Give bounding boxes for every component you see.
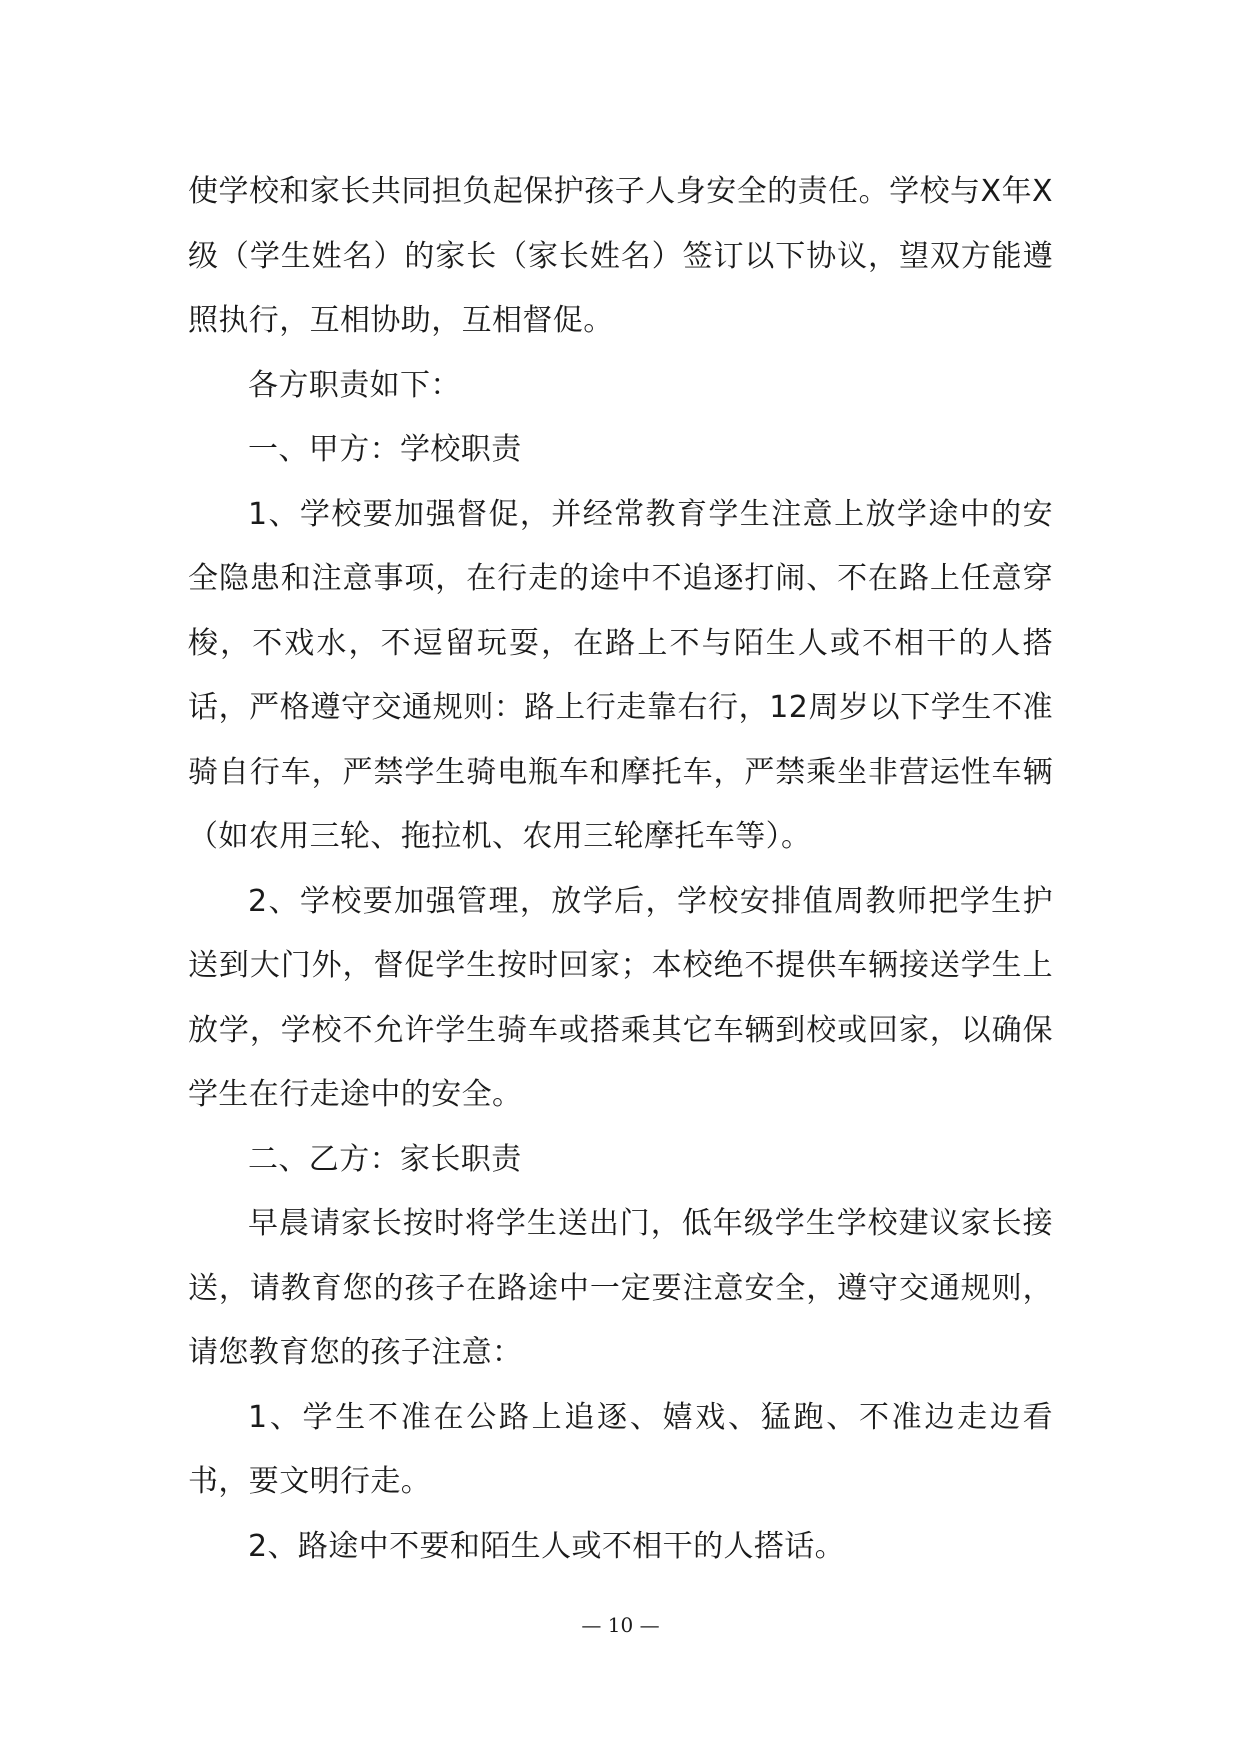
- paragraph-duties-heading: 各方职责如下：: [248, 367, 461, 403]
- paragraph-school-item-1: 1、学校要加强督促，并经常教育学生注意上放学途中的安全隐患和注意事项，在行走的途中不追逐打闹、不在路上任意穿梭，不戏水，不逗留玩耍，在路上不与陌生人或不相干的人搭话，严格遵守交通规则：路上行走靠右行，12周岁以下学生不准骑自行车，严禁学生骑电瓶车和摩托车，严禁乘坐非营运性车辆（如农用三轮、拖拉机、农用三轮摩托车等）。: [188, 496, 1053, 854]
- section-heading-parent: 二、乙方：家长职责: [248, 1141, 522, 1177]
- paragraph-intro: 使学校和家长共同担负起保护孩子人身安全的责任。学校与X年X级（学生姓名）的家长（家长姓名）签订以下协议，望双方能遵照执行，互相协助，互相督促。: [188, 174, 1053, 338]
- paragraph-school-item-2: 2、学校要加强管理，放学后，学校安排值周教师把学生护送到大门外，督促学生按时回家；本校绝不提供车辆接送学生上放学，学校不允许学生骑车或搭乘其它车辆到校或回家，以确保学生在行走途中的安全。: [188, 883, 1053, 1112]
- document-body: [188, 160, 1053, 1579]
- paragraph-parent-item-2: 2、路途中不要和陌生人或不相干的人搭话。: [248, 1528, 846, 1564]
- paragraph-parent-intro: 早晨请家长按时将学生送出门，低年级学生学校建议家长接送，请教育您的孩子在路途中一定要注意安全，遵守交通规则，请您教育您的孩子注意：: [188, 1206, 1053, 1370]
- page-number: — 10 —: [581, 1613, 660, 1637]
- paragraph-parent-item-1: 1、学生不准在公路上追逐、嬉戏、猛跑、不准边走边看书，要文明行走。: [188, 1399, 1053, 1499]
- section-heading-school: 一、甲方：学校职责: [248, 432, 522, 467]
